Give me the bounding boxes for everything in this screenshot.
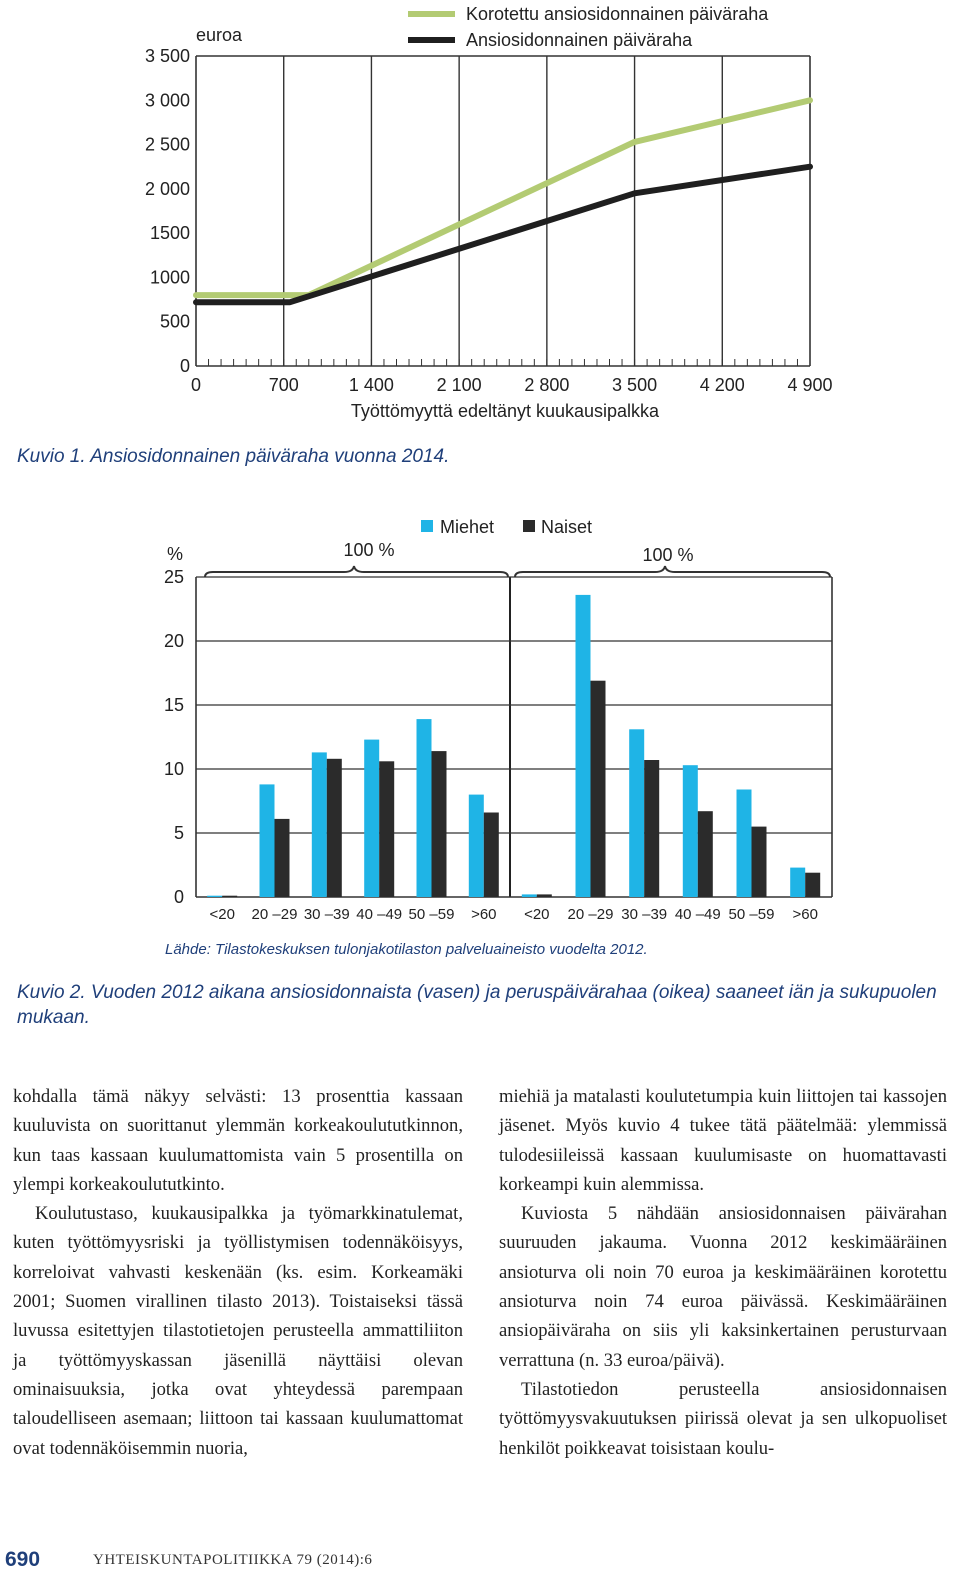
bar-men <box>790 868 805 897</box>
y-tick-label: 1000 <box>149 267 190 288</box>
category-label: 20 –29 <box>567 906 614 923</box>
legend-label-raised: Korotettu ansiosidonnainen päiväraha <box>466 4 769 24</box>
chart-x-tick-labels <box>191 375 833 395</box>
bar-women <box>591 681 606 897</box>
bar-women <box>327 759 342 897</box>
bar-men <box>312 752 327 897</box>
figure-2-caption: Kuvio 2. Vuoden 2012 aikana ansiosidonnaista (vasen) ja peruspäivärahaa (oikea) saaneet iän ja sukupuolen mukaan. <box>17 982 937 1028</box>
series-line-raised <box>196 100 810 295</box>
chart-bars <box>207 595 820 897</box>
paragraph: Koulutustaso, kuukausipalkka ja työmarkkinatulemat, kuten työttömyysriski ja työllistymisen todennäköisyys, korreloivat vahvasti keskenään (ks. esim. Korkeamäki 2001; Suomen virallinen tilasto 2013). Toistaiseksi tässä luvussa esitettyjen tilastotietojen perusteella ammattiliiton ja työttömyyskassan jäsenillä näyttäisi olevan ominaisuuksia, jotka ovat yhteydessä parempaan taloudelliseen asemaan; liittoon tai kassaan kuulumattomat ovat todennäköisemmin nuoria, <box>13 1203 463 1459</box>
x-tick-label: 4 900 <box>787 375 833 395</box>
y-tick-label: 5 <box>173 823 184 843</box>
bar-women <box>222 896 237 897</box>
category-label: 30 –39 <box>303 906 350 923</box>
category-label: >60 <box>792 906 818 923</box>
y-tick-label: 500 <box>159 311 190 332</box>
chart-y-tick-labels <box>145 46 190 376</box>
category-label: 20 –29 <box>251 906 298 923</box>
paragraph: kohdalla tämä näkyy selvästi: 13 prosenttia kassaan kuuluvista on suorittanut ylemmän korkeakoulututkinnon, kun taas kassaan kuulumattomista vain 5 prosentilla on ylempi korkeakoulututkinto. <box>13 1086 463 1195</box>
y-tick-label: 20 <box>163 631 184 651</box>
chart-category-labels <box>209 906 817 923</box>
chart-left-panel-title: 100 % <box>343 540 395 560</box>
legend-label-base: Ansiosidonnainen päiväraha <box>466 30 693 50</box>
figure-2-source: Lähde: Tilastokeskuksen tulonjakotilaston palveluaineisto vuodelta 2012. <box>165 941 648 958</box>
x-tick-label: 1 400 <box>348 375 394 395</box>
bar-women <box>752 827 767 897</box>
chart-grid <box>196 56 810 366</box>
figure-1-line-chart <box>0 0 960 430</box>
category-label: 50 –59 <box>728 906 775 923</box>
y-tick-label: 2 500 <box>144 134 190 155</box>
y-tick-label: 0 <box>179 356 190 376</box>
paragraph: miehiä ja matalasti koulutetumpia kuin liittojen tai kassojen jäsenet. Myös kuvio 4 tukee tätä päätelmää: ylemmissä tulodesiileissä kassaan kuulumisaste on huomattavasti korkeampi kuin alemmissa. <box>499 1086 947 1195</box>
bar-men <box>576 595 591 897</box>
bar-men <box>737 790 752 898</box>
chart-legend <box>408 4 769 50</box>
category-label: 30 –39 <box>621 906 668 923</box>
x-tick-label: 2 800 <box>524 375 570 395</box>
bar-women <box>432 751 447 897</box>
category-label: <20 <box>209 906 235 923</box>
legend-label-men: Miehet <box>440 517 495 537</box>
y-tick-label: 3 000 <box>144 90 190 111</box>
figure-1-caption: Kuvio 1. Ansiosidonnainen päiväraha vuonna 2014. <box>17 446 450 467</box>
x-tick-label: 700 <box>268 375 299 395</box>
bar-men <box>629 729 644 897</box>
bar-women <box>379 761 394 897</box>
bar-women <box>537 894 552 897</box>
body-column-left <box>13 1082 463 1463</box>
bar-men <box>364 740 379 897</box>
y-tick-label: 3 500 <box>144 46 190 66</box>
left-brace <box>205 566 508 577</box>
bar-men <box>522 894 537 897</box>
category-label: 50 –59 <box>408 906 455 923</box>
y-tick-label: 15 <box>163 695 184 715</box>
x-tick-label: 3 500 <box>612 375 658 395</box>
category-label: 40 –49 <box>356 906 403 923</box>
bar-men <box>260 784 275 897</box>
bar-men <box>207 896 222 897</box>
bar-men <box>417 719 432 897</box>
bar-women <box>275 819 290 897</box>
legend-swatch-men <box>421 520 433 532</box>
right-brace <box>515 566 830 577</box>
legend-swatch-women <box>523 520 535 532</box>
series-line-base <box>196 167 810 303</box>
chart-x-axis-label: Työttömyyttä edeltänyt kuukausipalkka <box>350 401 660 421</box>
journal-name: YHTEISKUNTAPOLITIIKKA 79 (2014):6 <box>93 1552 373 1568</box>
chart-y-axis-label: euroa <box>196 25 243 45</box>
bar-men <box>683 765 698 897</box>
category-label: 40 –49 <box>674 906 721 923</box>
paragraph: Kuviosta 5 nähdään ansiosidonnaisen päivärahan suuruuden jakauma. Vuonna 2012 keskimääräinen ansioturva oli noin 70 euroa ja keskimääräinen korotettu ansioturva noin 74 euroa päivässä. Keskimääräinen ansiopäiväraha on siis yli kaksinkertainen perusturvaan verrattuna (n. 33 euroa/päivä). <box>499 1203 947 1371</box>
chart-y-axis-label: % <box>167 544 184 564</box>
y-tick-label: 25 <box>163 567 184 587</box>
x-tick-label: 2 100 <box>436 375 482 395</box>
chart-series-lines <box>196 100 810 302</box>
bar-women <box>484 813 499 898</box>
chart-right-panel-title: 100 % <box>642 545 694 565</box>
x-tick-label: 4 200 <box>699 375 745 395</box>
bar-women <box>698 811 713 897</box>
bar-women <box>805 873 820 897</box>
paragraph: Tilastotiedon perusteella ansiosidonnaisen työttömyysvakuutuksen piirissä olevat ja sen ulkopuoliset henkilöt poikkeavat toisistaan koulu- <box>499 1378 947 1459</box>
category-label: <20 <box>524 906 550 923</box>
x-tick-label: 0 <box>190 375 202 395</box>
y-tick-label: 0 <box>173 887 184 907</box>
page-number: 690 <box>5 1548 41 1571</box>
category-label: >60 <box>471 906 497 923</box>
bar-men <box>469 795 484 897</box>
y-tick-label: 10 <box>163 759 184 779</box>
body-column-right <box>499 1082 947 1463</box>
chart-legend <box>421 517 592 537</box>
chart-y-tick-labels <box>164 567 184 907</box>
bar-women <box>644 760 659 897</box>
figure-2-bar-chart <box>0 500 960 970</box>
y-tick-label: 2 000 <box>144 178 190 199</box>
legend-label-women: Naiset <box>541 517 593 537</box>
y-tick-label: 1500 <box>149 223 190 244</box>
